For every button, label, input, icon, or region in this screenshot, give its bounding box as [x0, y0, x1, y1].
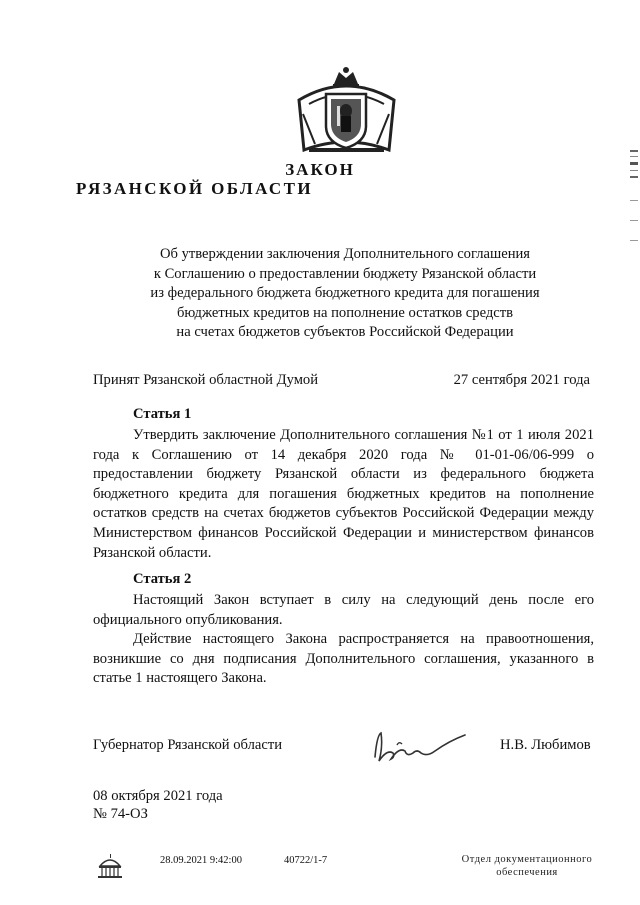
- law-subject: [95, 245, 595, 343]
- duma-building-icon: [96, 852, 124, 880]
- law-date: 08 октября 2021 года: [93, 788, 223, 804]
- article-1-heading: Статья 1: [133, 406, 192, 422]
- handwritten-signature: [369, 727, 469, 767]
- subject-line: бюджетных кредитов на пополнение остатков средств: [176, 304, 514, 321]
- department-line: обеспечения: [496, 867, 558, 878]
- article-2-paragraph-2: Действие настоящего Закона распространяется на правоотношения, возникшие со дня подписания Дополнительного соглашения, указанного в статье 1 настоящего Закона.: [93, 631, 594, 687]
- law-number: № 74-ОЗ: [93, 806, 148, 822]
- region-title: РЯЗАНСКОЙ ОБЛАСТИ: [76, 179, 313, 198]
- department-stamp: [432, 853, 622, 879]
- registration-number: 40722/1-7: [284, 855, 328, 866]
- coat-of-arms-icon: [289, 64, 404, 156]
- adopted-by: Принят Рязанской областной Думой: [93, 372, 319, 388]
- subject-line: к Соглашению о предоставлении бюджету Рязанской области: [153, 265, 537, 282]
- governor-name: Н.В. Любимов: [500, 737, 591, 753]
- subject-line: на счетах бюджетов субъектов Российской Федерации: [176, 324, 514, 340]
- law-title: ЗАКОН: [285, 160, 355, 179]
- adoption-date: 27 сентября 2021 года: [453, 372, 590, 388]
- department-line: Отдел документационного: [461, 854, 593, 865]
- scan-barcode-marks: [628, 130, 640, 270]
- article-2-heading: Статья 2: [133, 571, 192, 587]
- article-2-paragraph-1: Настоящий Закон вступает в силу на следующий день после его официального опубликования.: [93, 592, 594, 628]
- governor-title: Губернатор Рязанской области: [93, 737, 283, 753]
- registration-datetime: 28.09.2021 9:42:00: [160, 855, 242, 866]
- article-1-text: Утвердить заключение Дополнительного соглашения №1 от 1 июля 2021 года к Соглашению от 14 декабря 2020 года № 01-01-06/06-999 о предоставлении бюджету Рязанской области из федерального бюджета бюджетного кредита для погашения бюджетных кредитов на пополнение остатков средств на счетах бюджетов субъектов Российской Федерации между Министерством финансов Российской Федерации и министерством финансов Рязанской области.: [93, 427, 594, 561]
- subject-line: из федерального бюджета бюджетного кредита для погашения: [150, 285, 540, 301]
- subject-line: Об утверждении заключения Дополнительного соглашения: [159, 246, 531, 262]
